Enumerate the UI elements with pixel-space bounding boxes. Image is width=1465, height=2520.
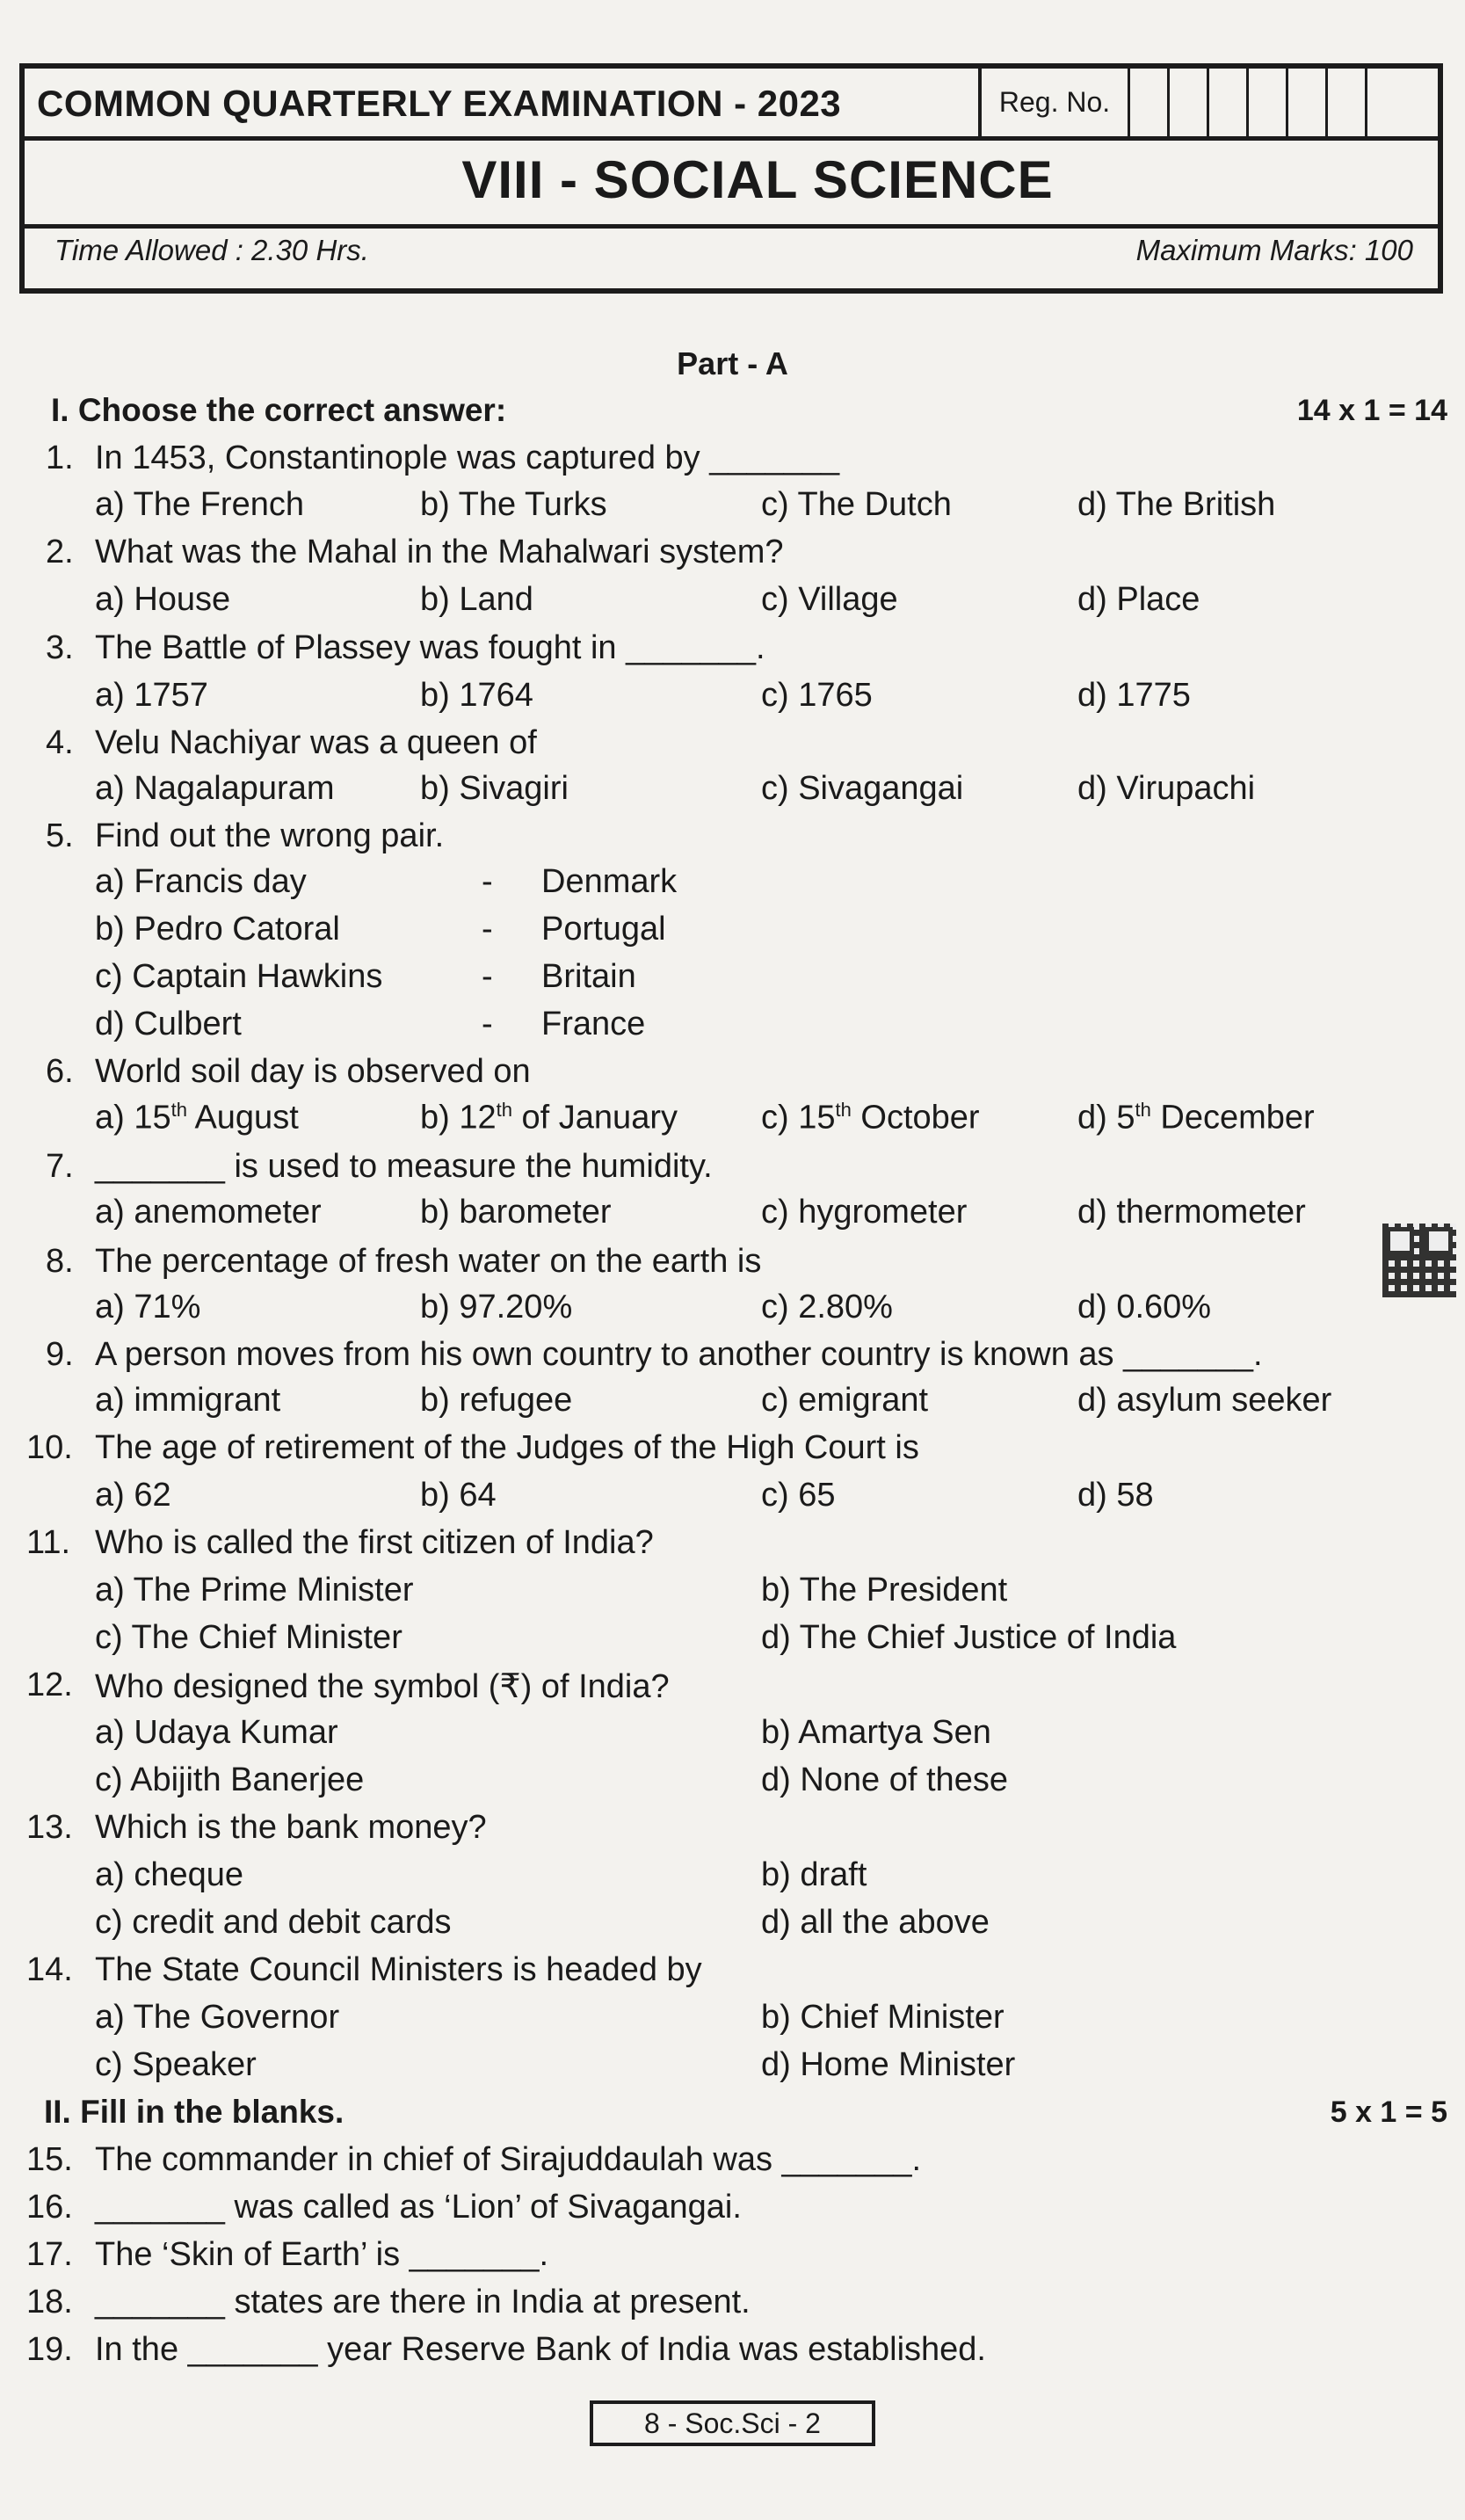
- question-text: The Battle of Plassey was fought in _______.: [95, 629, 765, 666]
- question-text: The commander in chief of Sirajuddaulah was _______.: [95, 2141, 922, 2178]
- reg-no-box: [1286, 69, 1325, 136]
- section-marks: 5 x 1 = 5: [1330, 2095, 1447, 2129]
- reg-no-box: [1246, 69, 1286, 136]
- pair-value: Portugal: [541, 911, 666, 948]
- option: c) credit and debit cards: [95, 1904, 452, 1941]
- question-text: The ‘Skin of Earth’ is _______.: [95, 2236, 549, 2273]
- pair-separator: -: [482, 1006, 493, 1042]
- page-code: 8 - Soc.Sci - 2: [590, 2400, 875, 2446]
- pair-separator: -: [482, 958, 493, 995]
- option: b) draft: [761, 1856, 867, 1893]
- question-text: World soil day is observed on: [95, 1053, 531, 1090]
- question-text: In 1453, Constantinople was captured by _______: [95, 439, 840, 476]
- option: b) Sivagiri: [420, 770, 569, 807]
- option: c) 2.80%: [761, 1289, 893, 1325]
- option: c) The Chief Minister: [95, 1619, 403, 1656]
- option: d) The British: [1077, 486, 1276, 523]
- question-number: 6.: [46, 1053, 74, 1090]
- section-heading: II. Fill in the blanks.: [44, 2094, 344, 2130]
- option: d) all the above: [761, 1904, 990, 1941]
- option: a) cheque: [95, 1856, 244, 1893]
- pair-label: c) Captain Hawkins: [95, 958, 383, 995]
- option: c) 1765: [761, 677, 873, 714]
- question-number: 8.: [46, 1243, 74, 1280]
- option: a) 62: [95, 1477, 171, 1514]
- option: a) 15th August: [95, 1099, 299, 1137]
- part-title: Part - A: [677, 345, 788, 381]
- question-number: 1.: [46, 439, 74, 476]
- question-text: What was the Mahal in the Mahalwari system?: [95, 534, 784, 570]
- pair-separator: -: [482, 911, 493, 948]
- option: d) 1775: [1077, 677, 1191, 714]
- reg-no-box: [1207, 69, 1246, 136]
- reg-no-box: [1325, 69, 1365, 136]
- qr-code: [1382, 1224, 1456, 1297]
- option: d) asylum seeker: [1077, 1382, 1332, 1419]
- pair-value: France: [541, 1006, 646, 1042]
- header-subject-row: [25, 141, 1438, 229]
- option: c) The Dutch: [761, 486, 952, 523]
- option: a) House: [95, 581, 231, 618]
- option: c) hygrometer: [761, 1194, 968, 1231]
- question-text: The age of retirement of the Judges of the High Court is: [95, 1429, 919, 1466]
- question-number: 2.: [46, 534, 74, 570]
- option: c) emigrant: [761, 1382, 929, 1419]
- option: b) barometer: [420, 1194, 612, 1231]
- option: c) 65: [761, 1477, 836, 1514]
- option: a) The Governor: [95, 1999, 340, 2036]
- option: c) Sivagangai: [761, 770, 964, 807]
- header-title-row: [25, 69, 1438, 141]
- exam-header: [19, 63, 1443, 294]
- option: b) 97.20%: [420, 1289, 573, 1325]
- pair-separator: -: [482, 863, 493, 900]
- pair-value: Britain: [541, 958, 636, 995]
- option: a) immigrant: [95, 1382, 281, 1419]
- question-text: In the _______ year Reserve Bank of India was established.: [95, 2331, 986, 2368]
- option: d) 0.60%: [1077, 1289, 1212, 1325]
- option: d) 58: [1077, 1477, 1154, 1514]
- option: a) 71%: [95, 1289, 201, 1325]
- option: d) 5th December: [1077, 1099, 1315, 1137]
- question-text: Who designed the symbol (₹) of India?: [95, 1668, 670, 1705]
- option: b) Amartya Sen: [761, 1714, 991, 1751]
- question-number: 13.: [26, 1809, 73, 1846]
- pair-label: a) Francis day: [95, 863, 307, 900]
- reg-no-box: [1167, 69, 1207, 136]
- pair-value: Denmark: [541, 863, 678, 900]
- question-text: Find out the wrong pair.: [95, 817, 445, 854]
- option: a) The Prime Minister: [95, 1572, 414, 1609]
- section-heading: I. Choose the correct answer:: [51, 392, 507, 428]
- pair-label: b) Pedro Catoral: [95, 911, 340, 948]
- option: a) Nagalapuram: [95, 770, 335, 807]
- option: d) Virupachi: [1077, 770, 1256, 807]
- question-number: 19.: [26, 2331, 73, 2368]
- option: d) None of these: [761, 1761, 1008, 1798]
- subject-title: VIII - SOCIAL SCIENCE: [461, 150, 1054, 209]
- exam-title: COMMON QUARTERLY EXAMINATION - 2023: [37, 83, 842, 124]
- question-number: 10.: [26, 1429, 73, 1466]
- option: b) The Turks: [420, 486, 607, 523]
- question-number: 16.: [26, 2189, 73, 2226]
- option: c) Village: [761, 581, 898, 618]
- option: b) 1764: [420, 677, 533, 714]
- question-number: 4.: [46, 724, 74, 761]
- option: b) The President: [761, 1572, 1008, 1609]
- reg-no-box: [1128, 69, 1167, 136]
- question-number: 12.: [26, 1667, 73, 1703]
- question-text: The State Council Ministers is headed by: [95, 1951, 702, 1988]
- time-allowed: Time Allowed : 2.30 Hrs.: [54, 234, 369, 266]
- option: c) 15th October: [761, 1099, 980, 1137]
- option: b) refugee: [420, 1382, 573, 1419]
- question-number: 11.: [26, 1524, 71, 1561]
- question-text: Velu Nachiyar was a queen of: [95, 724, 537, 761]
- option: d) Place: [1077, 581, 1200, 618]
- question-number: 7.: [46, 1148, 74, 1185]
- question-text: The percentage of fresh water on the earth is: [95, 1243, 762, 1280]
- option: a) anemometer: [95, 1194, 322, 1231]
- option: d) Home Minister: [761, 2046, 1016, 2083]
- option: b) Chief Minister: [761, 1999, 1004, 2036]
- reg-no-label: Reg. No.: [978, 69, 1128, 136]
- option: b) 64: [420, 1477, 497, 1514]
- option: a) 1757: [95, 677, 208, 714]
- question-text: _______ is used to measure the humidity.: [95, 1148, 713, 1185]
- question-text: Which is the bank money?: [95, 1809, 487, 1846]
- option: b) 12th of January: [420, 1099, 678, 1137]
- option: a) Udaya Kumar: [95, 1714, 338, 1751]
- section-marks: 14 x 1 = 14: [1296, 394, 1447, 427]
- question-number: 18.: [26, 2284, 73, 2320]
- question-number: 17.: [26, 2236, 73, 2273]
- reg-no-box: [1365, 69, 1404, 136]
- question-text: _______ states are there in India at present.: [95, 2284, 751, 2320]
- question-number: 15.: [26, 2141, 73, 2178]
- question-text: _______ was called as ‘Lion’ of Sivagangai.: [95, 2189, 742, 2226]
- option: d) The Chief Justice of India: [761, 1619, 1177, 1656]
- option: c) Speaker: [95, 2046, 257, 2083]
- max-marks: Maximum Marks: 100: [1135, 234, 1413, 266]
- option: b) Land: [420, 581, 533, 618]
- question-number: 5.: [46, 817, 74, 854]
- question-text: A person moves from his own country to another country is known as _______.: [95, 1336, 1263, 1373]
- question-number: 9.: [46, 1336, 74, 1373]
- option: a) The French: [95, 486, 304, 523]
- question-text: Who is called the first citizen of India?: [95, 1524, 654, 1561]
- question-number: 3.: [46, 629, 74, 666]
- question-number: 14.: [26, 1951, 73, 1988]
- pair-label: d) Culbert: [95, 1006, 242, 1042]
- option: c) Abijith Banerjee: [95, 1761, 365, 1798]
- option: d) thermometer: [1077, 1194, 1306, 1231]
